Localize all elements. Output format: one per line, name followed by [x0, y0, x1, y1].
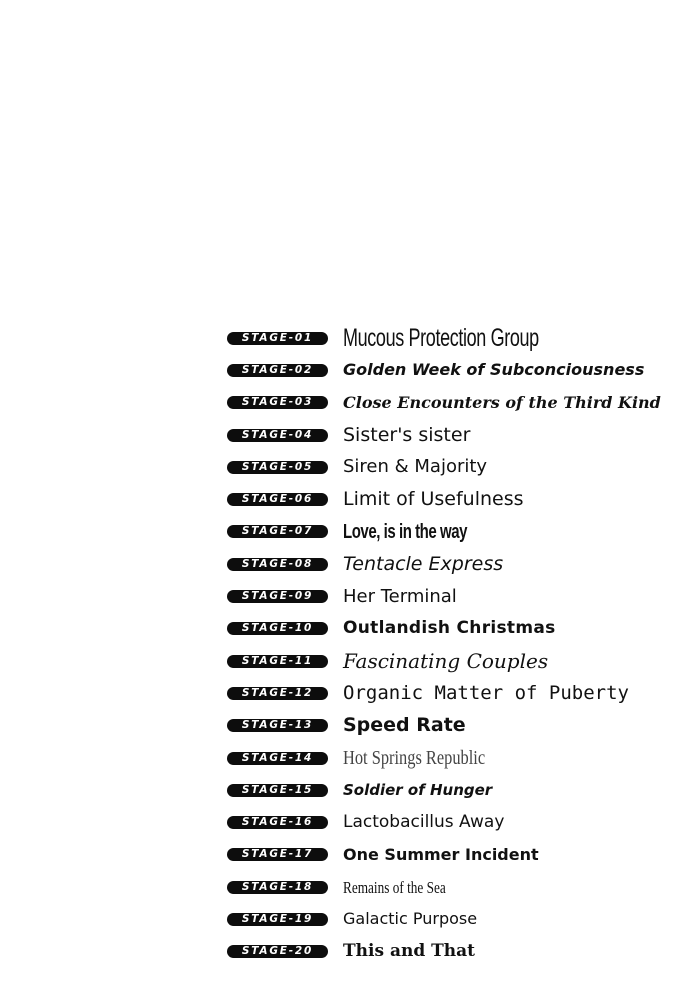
stage-badge: STAGE-11	[227, 655, 328, 668]
toc-entry-14	[227, 742, 687, 774]
stage-title: Remains of the Sea	[343, 877, 446, 897]
stage-title: Close Encounters of the Third Kind	[343, 392, 661, 412]
toc-entry-13	[227, 710, 687, 742]
toc-entry-01	[227, 322, 687, 354]
toc-entry-17	[227, 839, 687, 871]
stage-badge: STAGE-09	[227, 590, 328, 603]
toc-entry-19	[227, 903, 687, 935]
toc-entry-15	[227, 774, 687, 806]
stage-title: Tentacle Express	[343, 552, 504, 575]
stage-badge: STAGE-01	[227, 332, 328, 345]
stage-badge: STAGE-16	[227, 816, 328, 829]
stage-title: One Summer Incident	[343, 844, 539, 864]
stage-badge: STAGE-13	[227, 719, 328, 732]
toc-entry-08	[227, 548, 687, 580]
toc-entry-16	[227, 806, 687, 838]
stage-badge: STAGE-04	[227, 429, 328, 442]
toc-entry-10	[227, 613, 687, 645]
stage-badge: STAGE-17	[227, 848, 328, 861]
toc-entry-05	[227, 451, 687, 483]
stage-title: Sister's sister	[343, 423, 471, 446]
stage-badge: STAGE-19	[227, 913, 328, 926]
stage-badge: STAGE-07	[227, 525, 328, 538]
stage-title: Golden Week of Subconciousness	[343, 360, 645, 380]
toc-entry-07	[227, 516, 687, 548]
toc-entry-09	[227, 580, 687, 612]
stage-badge: STAGE-05	[227, 461, 328, 474]
table-of-contents	[227, 322, 687, 968]
toc-entry-20	[227, 936, 687, 968]
toc-entry-11	[227, 645, 687, 677]
toc-entry-12	[227, 677, 687, 709]
stage-badge: STAGE-03	[227, 396, 328, 409]
stage-badge: STAGE-06	[227, 493, 328, 506]
toc-entry-02	[227, 354, 687, 386]
stage-badge: STAGE-14	[227, 752, 328, 765]
toc-entry-04	[227, 419, 687, 451]
toc-entry-18	[227, 871, 687, 903]
stage-title: Speed Rate	[343, 714, 466, 737]
stage-badge: STAGE-18	[227, 881, 328, 894]
stage-title: Lactobacillus Away	[343, 812, 505, 833]
stage-title: Organic Matter of Puberty	[343, 681, 629, 704]
toc-entry-06	[227, 483, 687, 515]
stage-title: Mucous Protection Group	[343, 323, 539, 352]
stage-badge: STAGE-10	[227, 622, 328, 635]
stage-title: Outlandish Christmas	[343, 618, 556, 639]
stage-badge: STAGE-08	[227, 558, 328, 571]
stage-title: Her Terminal	[343, 585, 457, 607]
stage-badge: STAGE-12	[227, 687, 328, 700]
toc-entry-03	[227, 387, 687, 419]
stage-badge: STAGE-20	[227, 945, 328, 958]
stage-title: Limit of Usefulness	[343, 488, 524, 511]
stage-title: Fascinating Couples	[343, 649, 549, 674]
stage-title: Soldier of Hunger	[343, 780, 493, 799]
stage-badge: STAGE-15	[227, 784, 328, 797]
stage-title: Love, is in the way	[343, 520, 467, 543]
stage-title: Galactic Purpose	[343, 909, 478, 929]
stage-title: Hot Springs Republic	[343, 747, 486, 769]
stage-badge: STAGE-02	[227, 364, 328, 377]
stage-title: This and That	[343, 941, 476, 962]
stage-title: Siren & Majority	[343, 456, 488, 478]
